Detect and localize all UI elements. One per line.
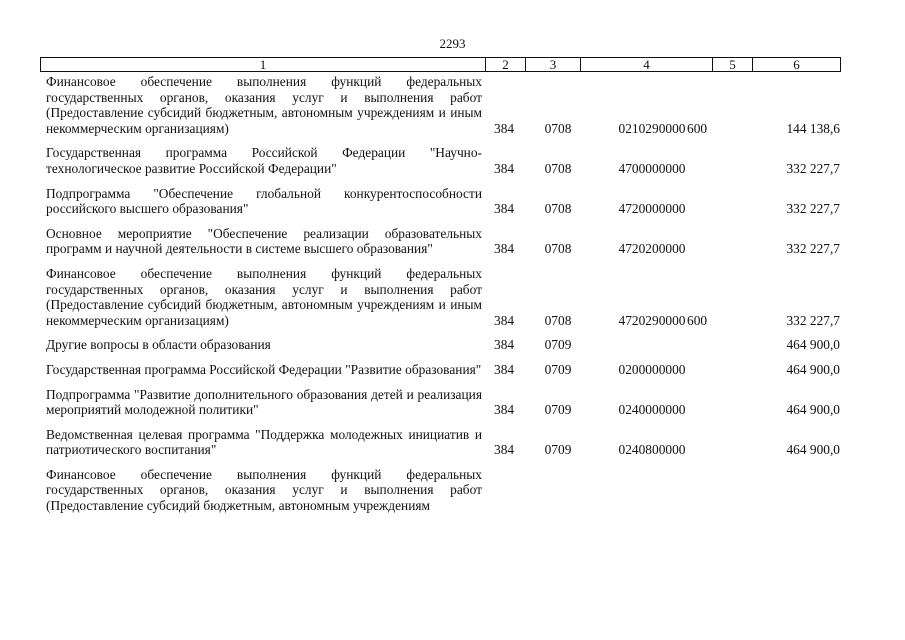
row-col-3: 0708 <box>544 241 572 257</box>
header-col-1: 1 <box>41 58 486 71</box>
header-col-3: 3 <box>526 58 581 71</box>
row-col-4: 4720290000 <box>618 312 686 328</box>
row-col-6: 464 900,0 <box>786 361 840 377</box>
row-col-2: 384 <box>494 160 515 176</box>
row-col-2: 384 <box>494 241 515 257</box>
header-col-2: 2 <box>486 58 526 71</box>
table-header <box>40 57 841 72</box>
row-name: Другие вопросы в области образования <box>46 337 271 353</box>
row-col-6: 464 900,0 <box>786 442 840 458</box>
table-row <box>46 387 846 418</box>
row-col-4: 0240000000 <box>618 402 686 418</box>
row-name: Ведомственная целевая программа "Поддержка молодежных инициатив и патриотического воспитания" <box>46 426 482 458</box>
row-col-3: 0709 <box>544 402 572 418</box>
table-row <box>46 362 846 378</box>
row-col-3: 0709 <box>544 361 572 377</box>
table-row <box>46 337 846 353</box>
row-col-6: 332 227,7 <box>786 201 840 217</box>
row-name: Финансовое обеспечение выполнения функций федеральных государственных органов, оказания услуг и выполнения работ (Предоставление субсидий бюджетным, автономным учреждениям <box>46 466 482 514</box>
table-row <box>46 427 846 458</box>
row-col-2: 384 <box>494 201 515 217</box>
row-col-3: 0708 <box>544 160 572 176</box>
row-col-4: 4720000000 <box>618 201 686 217</box>
row-col-4: 0240800000 <box>618 442 686 458</box>
row-col-6: 464 900,0 <box>786 337 840 353</box>
row-name: Финансовое обеспечение выполнения функций федеральных государственных органов, оказания услуг и выполнения работ (Предоставление субсидий бюджетным, автономным учреждениям и иным некоммерческим организациям) <box>46 74 482 136</box>
table-body <box>46 74 846 523</box>
header-col-5: 5 <box>713 58 753 71</box>
row-name: Подпрограмма "Развитие дополнительного образования детей и реализация мероприятий молодежной политики" <box>46 386 482 418</box>
row-col-2: 384 <box>494 312 515 328</box>
row-name: Подпрограмма "Обеспечение глобальной конкурентоспособности российского высшего образования" <box>46 185 482 217</box>
table-row <box>46 266 846 328</box>
table-row <box>46 226 846 257</box>
table-row <box>46 467 846 514</box>
row-col-4: 0210290000 <box>618 120 686 136</box>
row-name: Государственная программа Российской Федерации "Научно-технологическое развитие Российской Федерации" <box>46 145 482 176</box>
row-col-2: 384 <box>494 361 515 377</box>
row-col-6: 144 138,6 <box>786 120 840 136</box>
row-col-4: 4720200000 <box>618 241 686 257</box>
row-col-2: 384 <box>494 442 515 458</box>
table-row <box>46 145 846 176</box>
row-col-6: 464 900,0 <box>786 402 840 418</box>
header-col-4: 4 <box>581 58 713 71</box>
row-col-6: 332 227,7 <box>786 312 840 328</box>
row-col-2: 384 <box>494 402 515 418</box>
row-col-3: 0708 <box>544 120 572 136</box>
row-col-3: 0709 <box>544 337 572 353</box>
row-col-6: 332 227,7 <box>786 160 840 176</box>
row-name: Основное мероприятие "Обеспечение реализации образовательных программ и научной деятельности в системе высшего образования" <box>46 225 482 257</box>
row-col-6: 332 227,7 <box>786 241 840 257</box>
row-col-2: 384 <box>494 120 515 136</box>
row-col-3: 0708 <box>544 312 572 328</box>
row-col-2: 384 <box>494 337 515 353</box>
row-col-5: 600 <box>687 312 708 328</box>
row-col-3: 0708 <box>544 201 572 217</box>
row-name: Государственная программа Российской Федерации "Развитие образования" <box>46 361 482 377</box>
table-row <box>46 186 846 217</box>
table-row <box>46 74 846 136</box>
row-col-5: 600 <box>687 120 708 136</box>
row-col-4: 4700000000 <box>618 160 686 176</box>
row-col-4: 0200000000 <box>618 361 686 377</box>
row-name: Финансовое обеспечение выполнения функций федеральных государственных органов, оказания услуг и выполнения работ (Предоставление субсидий бюджетным, автономным учреждениям и иным некоммерческим организациям) <box>46 265 482 328</box>
page-number: 2293 <box>439 36 466 51</box>
row-col-3: 0709 <box>544 442 572 458</box>
header-col-6: 6 <box>793 57 800 72</box>
